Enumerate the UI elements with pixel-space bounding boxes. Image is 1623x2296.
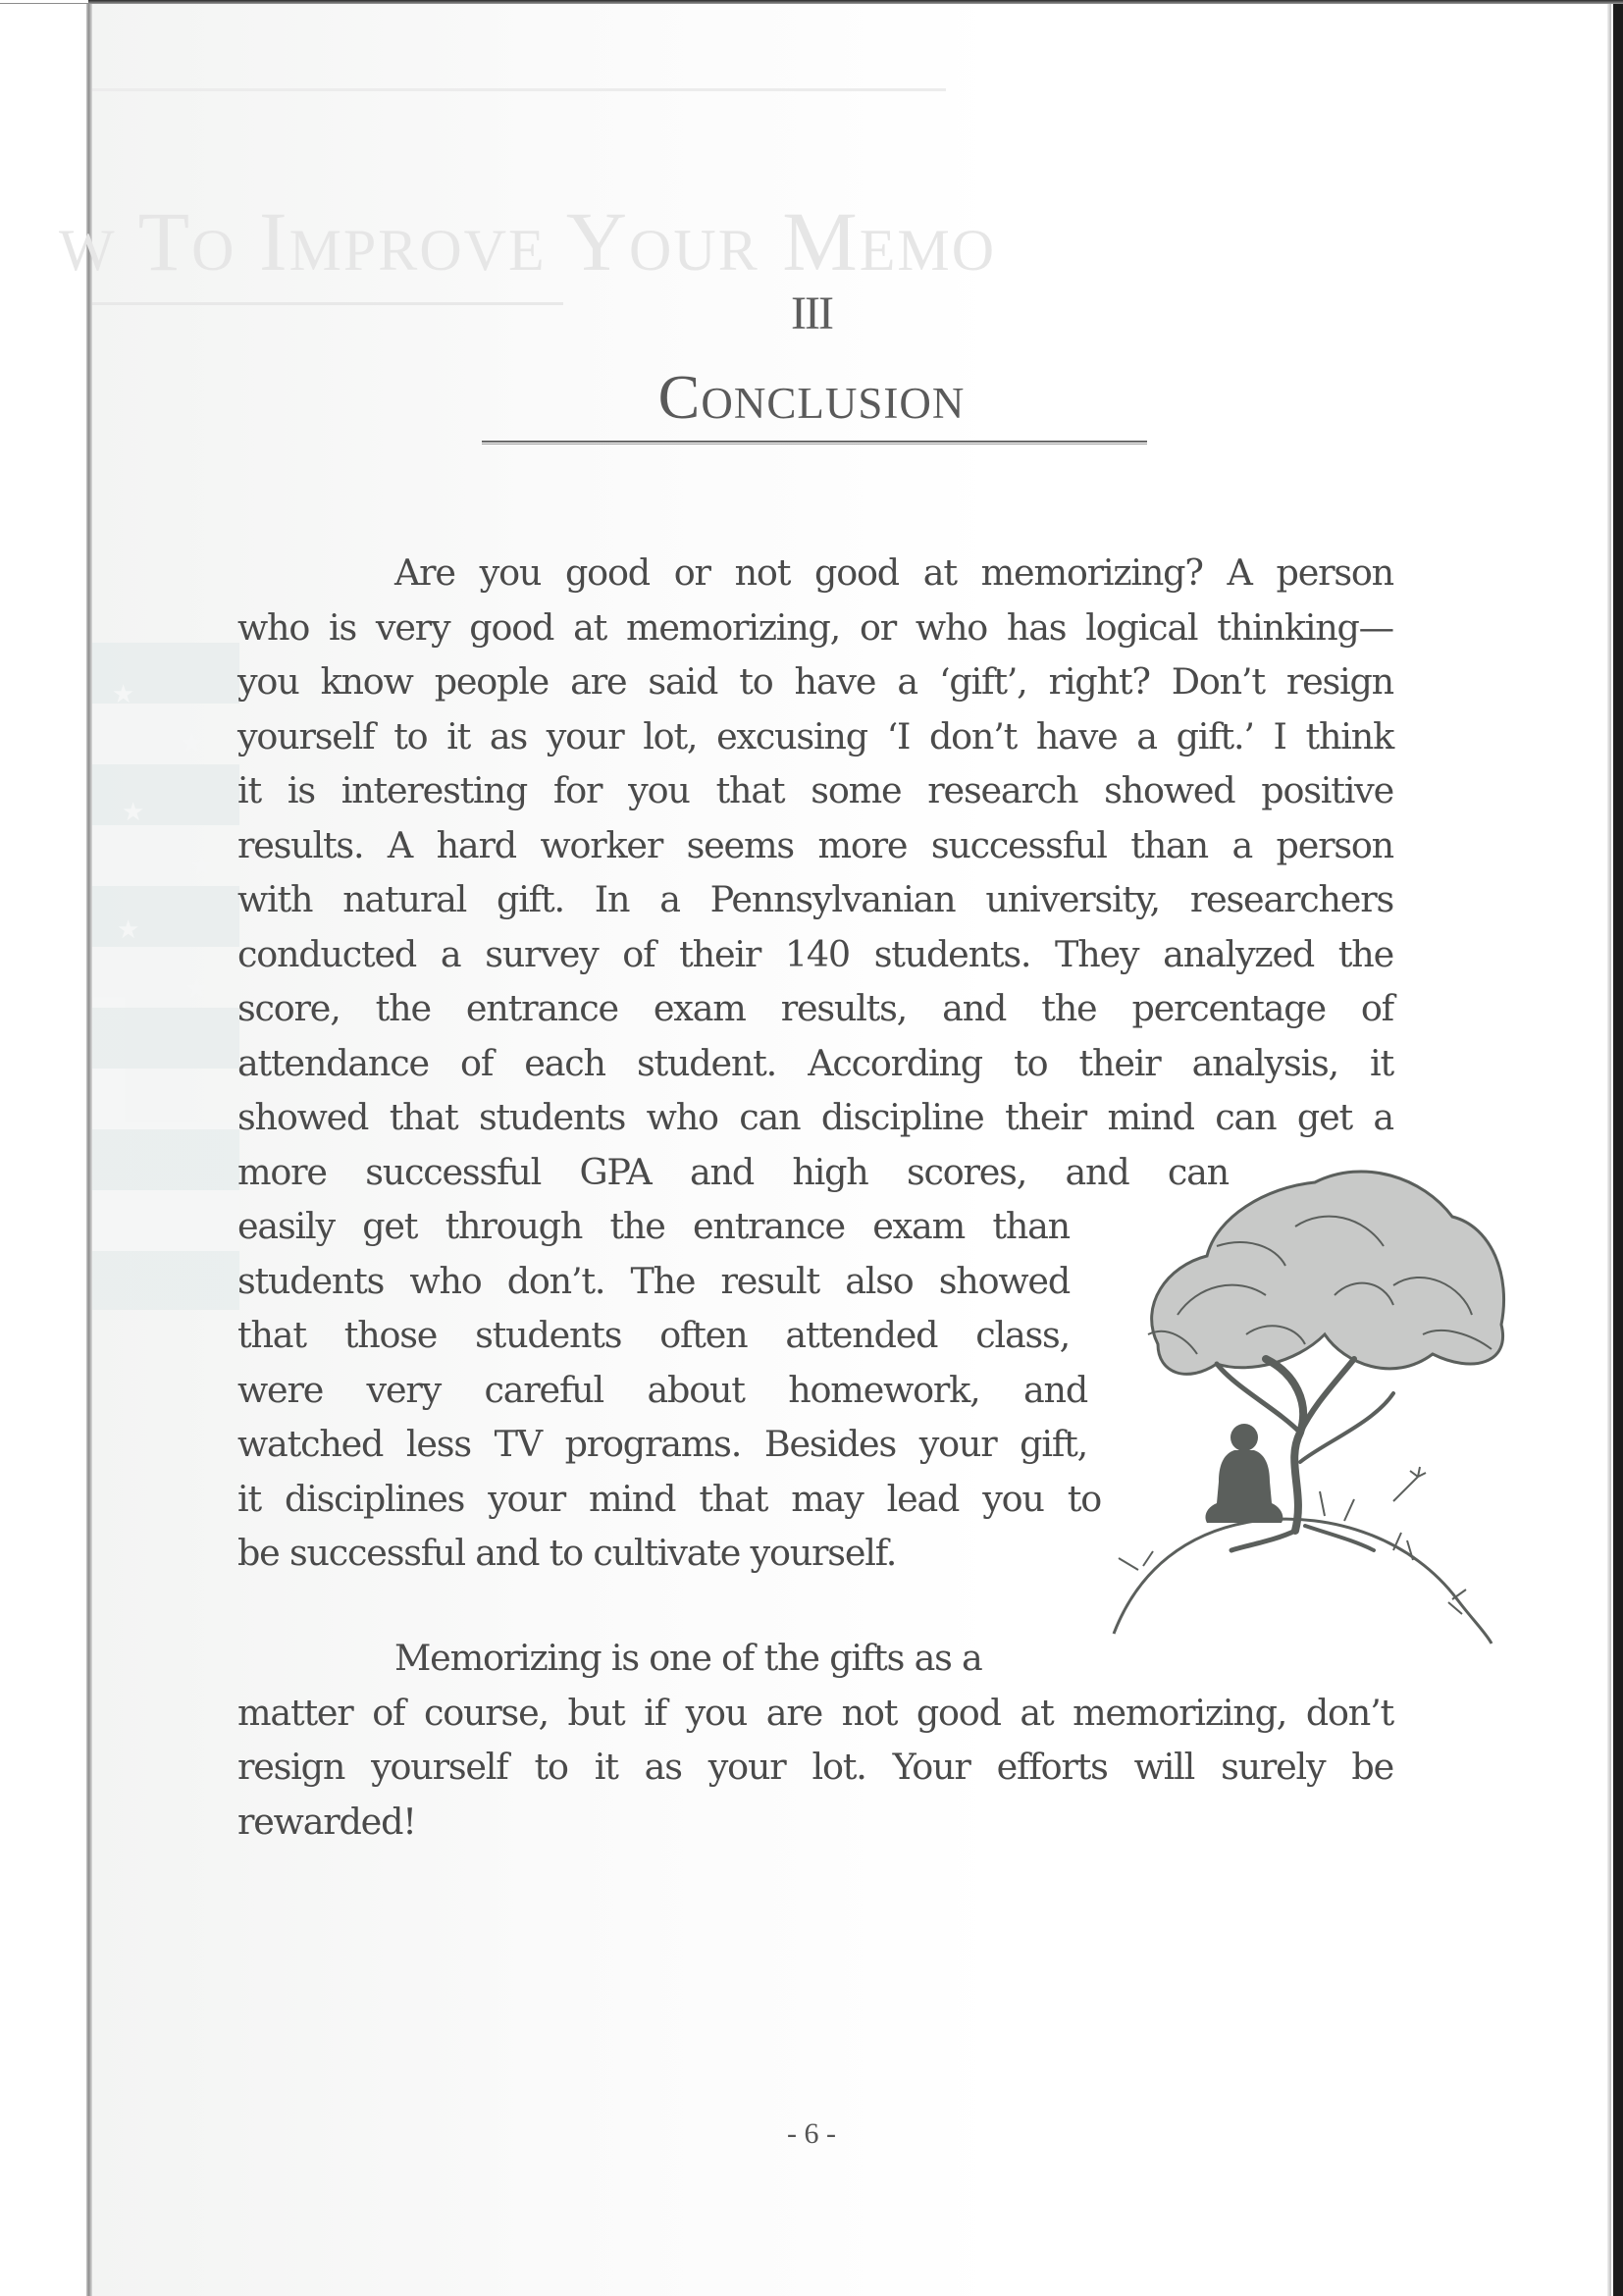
tree-canopy — [1148, 1172, 1504, 1374]
text-line: attendance of each student. According to their analysis, it — [237, 1041, 1393, 1084]
text-line: results. A hard worker seems more successful than a person — [237, 823, 1393, 866]
text-line: more successful GPA and high scores, and can — [237, 1150, 1229, 1193]
text-line: be successful and to cultivate yourself. — [237, 1532, 897, 1574]
text-line: showed that students who can discipline their mind can get a — [237, 1096, 1393, 1138]
text-line: you know people are said to have a ‘gift’, right? Don’t resign — [237, 660, 1393, 703]
text-line: Memorizing is one of the gifts as a — [394, 1637, 982, 1679]
text-line: Are you good or not good at memorizing? A person — [394, 551, 1393, 594]
text-line: matter of course, but if you are not good at memorizing, don’t — [237, 1691, 1393, 1734]
chapter-title: Conclusion — [657, 362, 966, 432]
flag-star-icon: ★ — [185, 974, 209, 1004]
bleed-through-flag-image — [92, 643, 239, 1310]
hill — [1114, 1467, 1492, 1644]
page-right-edge — [1607, 0, 1611, 2296]
text-line: who is very good at memorizing, or who has logical thinking— — [237, 605, 1393, 649]
text-line: easily get through the entrance exam than — [237, 1205, 1070, 1247]
tree-meditation-illustration — [1099, 1138, 1531, 1648]
text-line: it disciplines your mind that may lead you to — [237, 1477, 1101, 1520]
text-line: conducted a survey of their 140 students. They analyzed the — [237, 932, 1393, 975]
text-line: yourself to it as your lot, excusing ‘I don’t have a gift.’ I think — [237, 714, 1393, 757]
text-line: that those students often attended class, — [237, 1314, 1070, 1356]
text-line: students who don’t. The result also showed — [237, 1259, 1070, 1302]
page-number: - 6 - — [787, 2117, 836, 2150]
chapter-number: III — [791, 287, 832, 339]
text-line: it is interesting for you that some research showed positive — [237, 769, 1393, 811]
text-line: resign yourself to it as your lot. Your efforts will surely be — [237, 1746, 1393, 1788]
flag-star-icon: ★ — [122, 798, 145, 827]
flag-star-icon: ★ — [117, 915, 140, 945]
text-line: rewarded! — [237, 1800, 416, 1843]
scanner-binding-shadow — [1613, 0, 1623, 2296]
text-line: score, the entrance exam results, and the percentage of — [237, 987, 1393, 1029]
scan-top-edge — [0, 0, 1623, 4]
text-line: were very careful about homework, and — [237, 1368, 1087, 1411]
bleed-through-title: w To Improve Your Memo — [59, 194, 997, 288]
flag-star-icon: ★ — [190, 852, 214, 881]
scan-top-left-gap — [0, 0, 88, 3]
text-line: watched less TV programs. Besides your gift, — [237, 1423, 1087, 1465]
paragraph-2 — [237, 1631, 1393, 1849]
meditating-figure — [1205, 1424, 1283, 1523]
title-underline — [482, 441, 1147, 444]
bleed-through-rule-top — [92, 88, 946, 91]
flag-star-icon: ★ — [181, 729, 204, 758]
flag-star-icon: ★ — [112, 680, 135, 709]
text-line: with natural gift. In a Pennsylvanian university, researchers — [237, 878, 1393, 920]
scan-margin-left — [0, 0, 86, 2296]
